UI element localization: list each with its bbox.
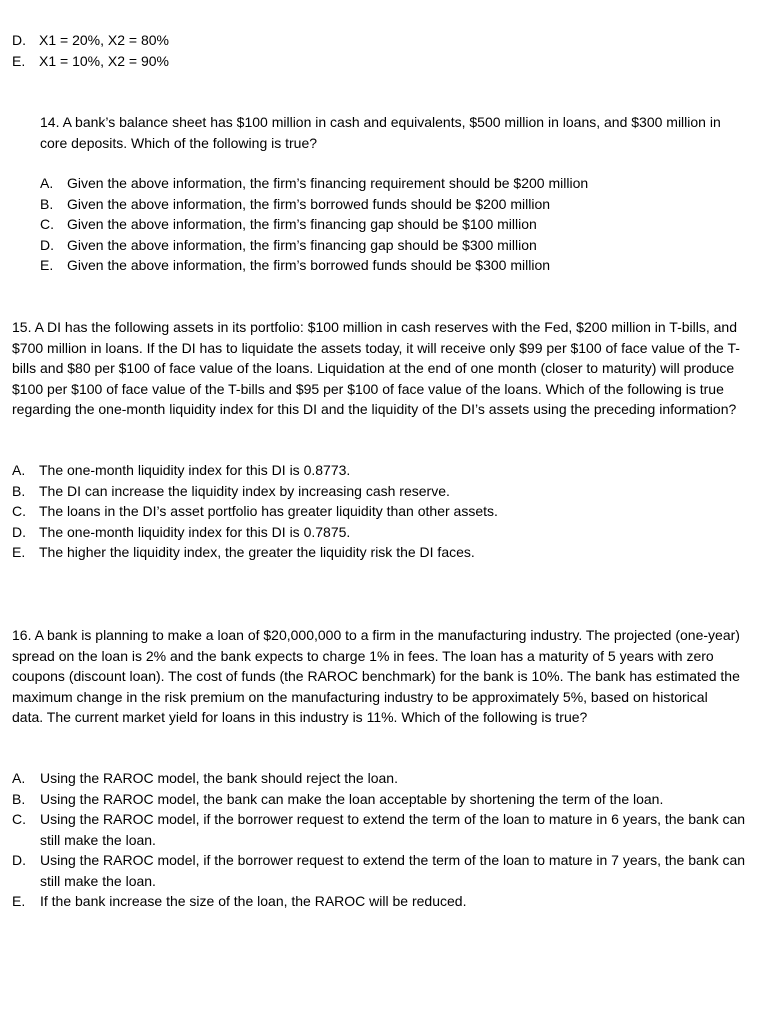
option-text: Given the above information, the firm’s financing gap should be $300 million (67, 236, 537, 253)
option-text: X1 = 10%, X2 = 90% (39, 52, 169, 69)
option-text: Given the above information, the firm’s borrowed funds should be $300 million (67, 257, 551, 273)
option-letter: D. (40, 236, 54, 253)
question-14-stem: 14. A bank’s balance sheet has $100 million in cash and equivalents, $500 million in loans, and $300 million in core deposits. Which of the following is true? (40, 114, 721, 151)
option-letter: C. (40, 216, 54, 232)
option-text: The loans in the DI’s asset portfolio has greater liquidity than other assets. (39, 503, 498, 519)
option-letter: E. (12, 544, 26, 560)
option-c (40, 214, 740, 235)
question-16-stem: 16. A bank is planning to make a loan of $20,000,000 to a firm in the manufacturing industry. The projected (one-year) spread on the loan is 2% and the bank expects to charge 1% in fees. The loan has a maturity of 5 years with zero coupons (discount loan). The cost of funds (the RAROC benchmark) for the bank is 10%. The bank has estimated the maximum change in the risk premium on the manufacturing industry to be approximately 5%, based on historical data. The current market yield for loans in this industry is 11%. Which of the following is true? (12, 627, 740, 725)
question-15-options (12, 460, 740, 563)
option-text: X1 = 20%, X2 = 80% (39, 32, 169, 48)
option-e (12, 51, 752, 72)
option-text: Using the RAROC model, the bank can make the loan acceptable by shortening the term of the loan. (40, 790, 664, 807)
option-text: Using the RAROC model, the bank should reject the loan. (40, 770, 398, 786)
option-text: The higher the liquidity index, the greater the liquidity risk the DI faces. (39, 544, 475, 560)
option-text: The DI can increase the liquidity index by increasing cash reserve. (39, 482, 450, 499)
option-d (40, 235, 740, 256)
option-b (12, 481, 740, 502)
option-letter: C. (12, 811, 26, 827)
option-text: If the bank increase the size of the loan, the RAROC will be reduced. (40, 893, 467, 909)
prev-question-options (12, 30, 752, 71)
option-b (12, 789, 752, 810)
option-letter: B. (40, 195, 54, 212)
option-text: Using the RAROC model, if the borrower request to extend the term of the loan to mature in 6 years, the bank can still make the loan. (40, 811, 746, 848)
option-letter: D. (12, 32, 26, 48)
option-text: Given the above information, the firm’s financing gap should be $100 million (67, 216, 537, 232)
option-letter: B. (12, 790, 26, 807)
option-b (40, 194, 740, 215)
option-d (12, 850, 752, 891)
option-letter: C. (12, 503, 26, 519)
option-letter: E. (12, 893, 26, 909)
option-e (40, 255, 740, 276)
option-text: Given the above information, the firm’s financing requirement should be $200 million (67, 175, 589, 191)
option-letter: B. (12, 482, 26, 499)
option-text: The one-month liquidity index for this DI is 0.8773. (39, 462, 351, 478)
option-text: Using the RAROC model, if the borrower request to extend the term of the loan to mature in 7 years, the bank can still make the loan. (40, 852, 746, 889)
option-letter: E. (40, 257, 54, 273)
option-c (12, 501, 740, 522)
question-16-options (12, 768, 752, 912)
option-letter: A. (40, 175, 54, 191)
option-e (12, 542, 740, 563)
option-c (12, 809, 752, 850)
option-letter: A. (12, 770, 26, 786)
option-d (12, 30, 752, 51)
option-text: Given the above information, the firm’s borrowed funds should be $200 million (67, 195, 551, 212)
option-a (12, 460, 740, 481)
option-e (12, 891, 752, 912)
option-letter: D. (12, 852, 26, 868)
option-a (12, 768, 752, 789)
option-a (40, 173, 740, 194)
question-15-stem: 15. A DI has the following assets in its portfolio: $100 million in cash reserves with the Fed, $200 million in T-bills, and $700 million in loans. If the DI has to liquidate the assets today, it will receive only $99 per $100 of face value of the T-bills and $80 per $100 of face value of the loans. Liquidation at the end of one month (closer to maturity) will produce $100 per $100 of face value of the T-bills and $95 per $100 of face value of the loans. Which of the following is true regarding the one-month liquidity index for this DI and the liquidity of the DI’s assets using the preceding information? (12, 319, 740, 417)
option-text: The one-month liquidity index for this DI is 0.7875. (39, 523, 351, 540)
option-letter: D. (12, 523, 26, 540)
question-14-options (40, 173, 740, 276)
option-d (12, 522, 740, 543)
option-letter: E. (12, 52, 26, 69)
option-letter: A. (12, 462, 26, 478)
